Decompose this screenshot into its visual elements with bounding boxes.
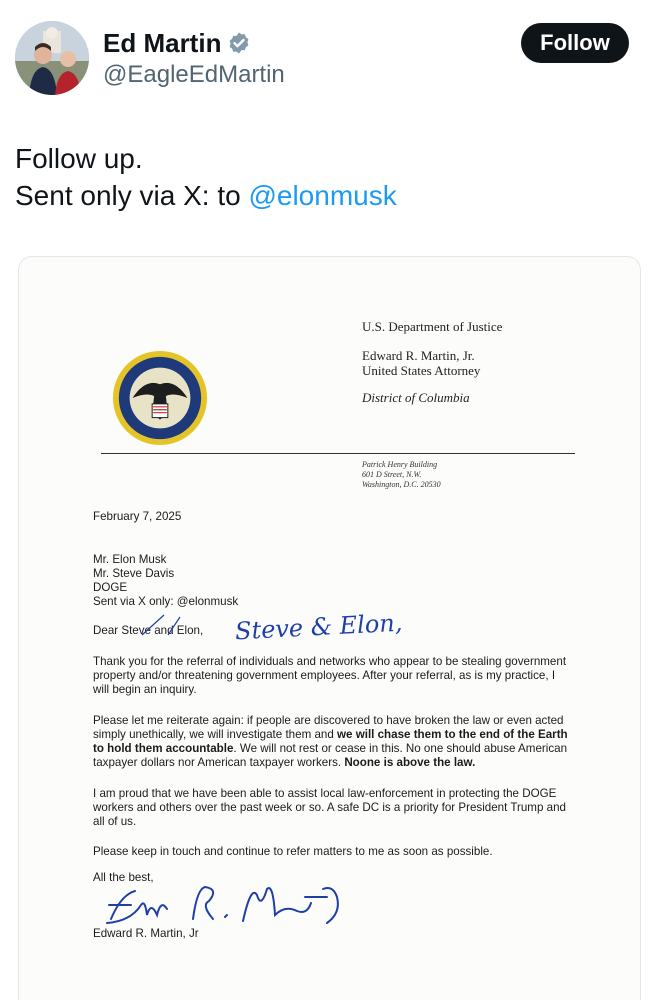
paragraph-2-bold: we will chase them to the end of the Earth to hold them accountable bbox=[93, 728, 568, 755]
letter-date: February 7, 2025 bbox=[93, 510, 182, 523]
verified-badge-icon bbox=[227, 31, 251, 55]
recipient-line: Sent via X only: @elonmusk bbox=[93, 595, 239, 608]
tweet-text bbox=[15, 140, 397, 214]
paragraph-2-text: Please let me reiterate again: if people are discovered to have broken the law or even acted simply unethically, we will investigate them and bbox=[93, 714, 564, 741]
address-line-3: Washington, D.C. 20530 bbox=[362, 480, 441, 489]
recipients-block bbox=[93, 553, 571, 609]
letter-document bbox=[19, 257, 641, 1000]
recipient-line: Mr. Elon Musk bbox=[93, 553, 167, 566]
recipient-line: DOGE bbox=[93, 581, 128, 594]
office-address bbox=[362, 460, 441, 490]
official-name: Edward R. Martin, Jr. bbox=[362, 348, 475, 363]
closing: All the best, bbox=[93, 871, 154, 884]
doj-seal-icon bbox=[111, 349, 209, 447]
official-title: United States Attorney bbox=[362, 363, 481, 378]
paragraph-4: Please keep in touch and continue to refer matters to me as soon as possible. bbox=[93, 845, 493, 858]
department-name: U.S. Department of Justice bbox=[362, 319, 503, 334]
address-line-2: 601 D Street, N.W. bbox=[362, 470, 422, 479]
strikethrough-mark bbox=[138, 613, 182, 637]
tweet-line-2 bbox=[15, 177, 397, 214]
author-block bbox=[103, 28, 285, 90]
post-header bbox=[0, 0, 658, 110]
signer-name: Edward R. Martin, Jr bbox=[93, 927, 199, 940]
handwritten-salutation-text: Steve & Elon, bbox=[234, 608, 404, 646]
paragraph-2-bold: Noone is above the law. bbox=[344, 756, 476, 769]
follow-button[interactable]: Follow bbox=[521, 23, 629, 63]
recipient-line: Mr. Steve Davis bbox=[93, 567, 175, 580]
district-name: District of Columbia bbox=[362, 390, 470, 405]
avatar[interactable] bbox=[15, 21, 89, 95]
salutation: Dear Steve and Elon, bbox=[93, 624, 204, 637]
avatar-photo-icon bbox=[15, 21, 89, 95]
tweet-line-1: Follow up. bbox=[15, 143, 143, 174]
attached-image[interactable] bbox=[18, 256, 641, 1000]
handle[interactable]: @EagleEdMartin bbox=[103, 61, 285, 88]
tweet-line-2-prefix: Sent only via X: to bbox=[15, 180, 249, 211]
paragraph-2 bbox=[93, 714, 571, 770]
mention-link[interactable]: @elonmusk bbox=[248, 180, 397, 211]
paragraph-2-text: . We will not rest or cease in this. No one should abuse American taxpayer dollars nor American taxpayer workers. bbox=[93, 742, 568, 769]
paragraph-1: Thank you for the referral of individuals and networks who appear to be stealing government property and/or threatening government employees. After your referral, as is my practice, I will begin an inquiry. bbox=[93, 655, 567, 696]
paragraph-3: I am proud that we have been able to assist local law-enforcement in protecting the DOGE workers and others over the past week or so. A safe DC is a priority for President Trump and all of us. bbox=[93, 787, 566, 828]
handwritten-salutation bbox=[229, 605, 419, 649]
letterhead-divider bbox=[101, 453, 575, 454]
letterhead bbox=[362, 319, 502, 405]
display-name-row[interactable] bbox=[103, 28, 285, 58]
signature-mark bbox=[101, 875, 371, 935]
display-name[interactable]: Ed Martin bbox=[103, 28, 222, 58]
address-line-1: Patrick Henry Building bbox=[362, 460, 438, 469]
